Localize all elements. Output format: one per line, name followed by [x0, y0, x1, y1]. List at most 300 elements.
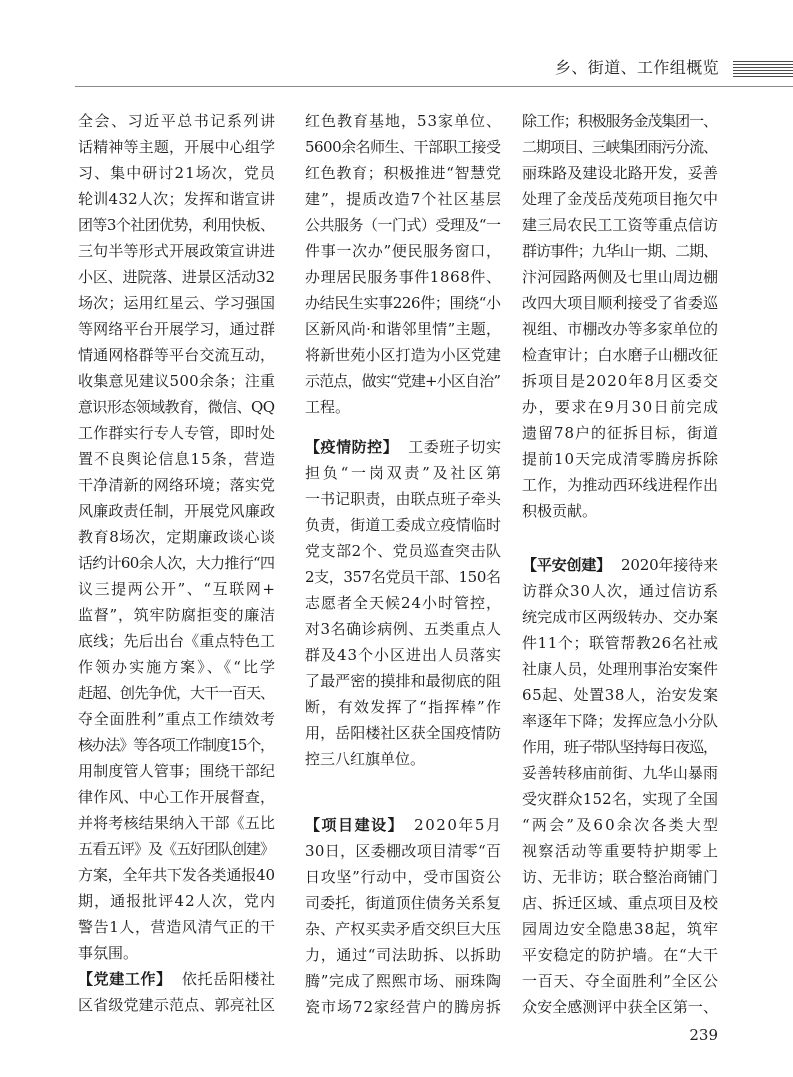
line-text: 积极贡献。 — [522, 502, 598, 520]
text-line — [305, 460, 504, 486]
line-text: 改四大项目顺利接受了省委巡 — [522, 294, 719, 312]
text-line-content — [305, 812, 503, 838]
text-line — [305, 134, 501, 160]
text-line — [78, 446, 275, 472]
line-text: 件11个；联管帮教26名社戒 — [522, 634, 719, 652]
text-line-content — [78, 992, 275, 1018]
text-line — [305, 616, 501, 642]
text-line — [522, 864, 718, 890]
text-line-content — [78, 342, 275, 368]
line-text: 工作，为推动西环线进程作出 — [522, 476, 719, 494]
section-paragraph — [78, 966, 275, 1018]
text-line — [78, 784, 275, 810]
line-text: 情通网格群等平台交流互动， — [78, 346, 276, 364]
text-line — [305, 994, 501, 1020]
text-line — [305, 890, 501, 916]
line-text: 拆项目是2020年8月区委交 — [522, 372, 720, 390]
line-text: 核办法》等各项工作制度15个， — [78, 736, 274, 754]
line-text: 办，要求在9月30日前完成 — [522, 398, 720, 416]
text-line-content — [305, 864, 502, 890]
section-heading: 【平安创建】 — [522, 556, 611, 574]
text-line — [78, 680, 275, 706]
text-line-content — [78, 654, 277, 680]
text-line — [305, 316, 501, 342]
line-text: 示范点，做实“党建+小区自治” — [305, 372, 501, 390]
text-line-content — [522, 604, 718, 630]
text-line — [78, 862, 275, 888]
text-line-content — [78, 576, 277, 602]
text-line-content — [522, 472, 718, 498]
text-line — [522, 630, 718, 656]
text-line-content — [522, 264, 718, 290]
text-line — [522, 552, 718, 578]
line-text: 力，通过“司法助拆、以拆助 — [305, 946, 502, 964]
text-line-content — [78, 446, 276, 472]
text-line-content — [522, 134, 717, 160]
text-line-content — [522, 942, 719, 968]
text-line-content — [522, 342, 718, 368]
text-line-content — [522, 864, 718, 890]
line-text: 群访事件；九华山一期、二期、 — [522, 242, 717, 260]
text-line — [305, 512, 501, 538]
text-line-content — [522, 368, 719, 394]
text-line — [78, 108, 275, 134]
text-line — [305, 720, 501, 746]
line-text: 公共服务（一门式）受理及“一 — [305, 216, 501, 234]
text-line-content — [78, 914, 276, 940]
line-text: 办理居民服务事件1868件、 — [305, 268, 502, 286]
text-line-content — [305, 434, 502, 460]
text-line — [78, 810, 275, 836]
text-line — [522, 342, 718, 368]
text-line — [78, 706, 275, 732]
line-text: 红色教育基地，53家单位、 — [305, 112, 502, 130]
text-line — [305, 486, 501, 512]
text-line — [522, 420, 718, 446]
text-line — [522, 290, 718, 316]
text-line — [78, 420, 275, 446]
text-line — [522, 238, 718, 264]
text-line — [78, 186, 275, 212]
text-line — [78, 628, 275, 654]
text-line-content — [305, 394, 350, 420]
text-line-content — [522, 316, 718, 342]
text-line-content — [305, 108, 502, 134]
line-text: 赶超、创先争优，大干一百天、 — [78, 684, 274, 702]
line-text: 控三八红旗单位。 — [305, 750, 426, 768]
text-line-content — [78, 108, 277, 134]
text-line — [305, 564, 501, 590]
line-text: 司委托，街道顶住债务关系复 — [305, 894, 502, 912]
text-line — [305, 434, 501, 460]
text-line — [78, 888, 275, 914]
line-text: 红色教育；积极推进“智慧党 — [305, 164, 502, 182]
line-text: 店、拆迁区域、重点项目及校 — [522, 894, 719, 912]
text-line — [78, 134, 275, 160]
text-line — [78, 914, 275, 940]
text-line-content — [522, 916, 719, 942]
text-line-content — [522, 186, 718, 212]
text-line-content — [522, 734, 717, 760]
text-line-content — [305, 460, 504, 486]
text-line-content — [78, 394, 274, 420]
text-line — [305, 968, 501, 994]
text-line — [305, 264, 501, 290]
text-line — [305, 812, 501, 838]
text-line-content — [522, 420, 719, 446]
text-line — [522, 656, 718, 682]
line-text: 视组、市棚改办等多家单位的 — [522, 320, 719, 338]
text-line-content — [78, 498, 275, 524]
text-line — [78, 264, 275, 290]
text-line — [78, 576, 275, 602]
line-text: 作用，班子带队坚持每日夜巡， — [522, 738, 717, 756]
text-line-content — [78, 680, 274, 706]
line-text: 众安全感测评中获全区第一、 — [522, 998, 719, 1016]
line-text: 处理了金茂岳茂苑项目拖欠中 — [522, 190, 719, 208]
text-line-content — [305, 264, 502, 290]
text-line-content — [522, 786, 718, 812]
text-line — [305, 108, 501, 134]
text-line-content — [305, 538, 502, 564]
line-text: 用，岳阳楼社区获全国疫情防 — [305, 724, 502, 742]
text-line — [522, 394, 718, 420]
line-text: 社康人员，处理刑事治安案件 — [522, 660, 719, 678]
line-text: 检查审计；白水磨子山棚改征 — [522, 346, 719, 364]
text-line — [78, 472, 275, 498]
text-line-content — [305, 186, 502, 212]
line-text: 全会、习近平总书记系列讲 — [78, 112, 277, 130]
line-text: 访、无非访；联合整治商铺门 — [522, 868, 719, 886]
text-line-content — [78, 550, 274, 576]
text-line-content — [522, 760, 718, 786]
text-line — [305, 864, 501, 890]
text-line-content — [522, 290, 718, 316]
line-text: 30日，区委棚改项目清零“百 — [305, 842, 502, 860]
line-text: 建三局农民工工资等重点信访 — [522, 216, 719, 234]
text-line — [522, 134, 718, 160]
line-text: 统完成市区两级转办、交办案 — [522, 608, 719, 626]
text-line-content — [78, 238, 275, 264]
text-line-content — [305, 838, 501, 864]
line-text: 干净清新的网络环境；落实党 — [78, 476, 276, 494]
line-text: 依托岳阳楼社 — [181, 970, 276, 988]
line-text: 群及43个小区进出人员落实 — [305, 646, 502, 664]
text-line-content — [522, 394, 719, 420]
text-line — [305, 642, 501, 668]
line-text: 对3名确诊病例、五类重点人 — [305, 620, 502, 638]
line-text: 平安稳定的防护墙。在“大干 — [522, 946, 719, 964]
text-line-content — [522, 994, 718, 1020]
text-line — [305, 290, 501, 316]
running-header-title: 乡、街道、工作组概览 — [555, 58, 720, 77]
line-text: 区新风尚·和谐邻里情”主题， — [305, 320, 502, 338]
text-line — [78, 498, 275, 524]
text-line-content — [78, 784, 275, 810]
text-line-content — [78, 316, 275, 342]
line-text: 杂、产权买卖矛盾交织巨大压 — [305, 920, 502, 938]
line-text: 访群众30人次，通过信访系 — [522, 582, 719, 600]
text-line-content — [305, 342, 501, 368]
text-line — [305, 186, 501, 212]
text-line — [78, 732, 275, 758]
text-line — [522, 734, 718, 760]
text-line — [522, 368, 718, 394]
line-text: 意识形态领域教育，微信、QQ — [78, 398, 275, 416]
text-line-content — [78, 966, 276, 992]
line-text: 并将考核结果纳入干部《五比 — [78, 814, 276, 832]
text-line — [78, 966, 275, 992]
text-line-content — [78, 212, 274, 238]
text-line-content — [522, 446, 719, 472]
line-text: 律作风、中心工作开展督查， — [78, 788, 276, 806]
text-line — [305, 394, 501, 420]
text-line-content — [522, 238, 717, 264]
text-line-content — [522, 108, 717, 134]
text-line-content — [522, 498, 597, 524]
line-text: 用制度管人管事；围绕干部纪 — [78, 762, 276, 780]
line-text: 园周边安全隐患38起，筑牢 — [522, 920, 719, 938]
section-heading: 【党建工作】 — [78, 970, 172, 988]
header-rule — [75, 86, 793, 87]
text-line — [522, 942, 718, 968]
line-text: 期，通报批评42人次，党内 — [78, 892, 277, 910]
section-heading: 【项目建设】 — [305, 816, 405, 834]
line-text: 监督”，筑牢防腐拒变的廉洁 — [78, 606, 276, 624]
text-line — [522, 708, 718, 734]
line-text: 话精神等主题，开展中心组学 — [78, 138, 276, 156]
text-line-content — [78, 706, 276, 732]
line-text: 警告1人，营造风清气正的干 — [78, 918, 276, 936]
line-text: 方案，全年共下发各类通报40 — [78, 866, 275, 884]
line-text: 2020年5月 — [414, 816, 503, 834]
text-line-content — [78, 290, 275, 316]
line-text: 习、集中研讨21场次，党员 — [78, 164, 277, 182]
text-line — [305, 838, 501, 864]
text-line — [522, 316, 718, 342]
line-text: 风廉政责任制，开展党风廉政 — [78, 502, 276, 520]
text-line-content — [522, 212, 718, 238]
text-line — [78, 290, 275, 316]
line-text: 底线；先后出台《重点特色工 — [78, 632, 276, 650]
line-text: 汴河园路两侧及七里山周边棚 — [522, 268, 719, 286]
text-line-content — [78, 264, 275, 290]
line-text: 议三提两公开”、“互联网+ — [78, 580, 277, 598]
text-line — [522, 186, 718, 212]
line-text: 建”，提质改造7个社区基层 — [305, 190, 503, 208]
line-text: 收集意见建议500余条；注重 — [78, 372, 276, 390]
line-text: “两会”及60余次各类大型 — [522, 816, 721, 834]
line-text: 提前10天完成清零腾房拆除 — [522, 450, 719, 468]
text-line — [305, 916, 501, 942]
paragraph — [305, 108, 501, 420]
text-column-1 — [78, 108, 278, 1018]
section-paragraph — [305, 812, 501, 1020]
text-line-content — [78, 160, 276, 186]
text-line — [78, 368, 275, 394]
text-line — [305, 212, 501, 238]
line-text: 事氛围。 — [78, 944, 139, 962]
text-line — [78, 342, 275, 368]
text-line — [78, 524, 275, 550]
text-line-content — [305, 616, 502, 642]
line-text: 遗留78户的征拆目标，街道 — [522, 424, 719, 442]
text-line-content — [522, 656, 718, 682]
line-text: 教育8场次，定期廉政谈心谈 — [78, 528, 276, 546]
line-text: 受灾群众152名，实现了全国 — [522, 790, 719, 808]
text-line — [522, 212, 718, 238]
text-line-content — [78, 628, 275, 654]
text-line — [522, 604, 718, 630]
text-line-content — [78, 368, 275, 394]
text-line-content — [78, 420, 275, 446]
line-text: 二期项目、三峡集团雨污分流、 — [522, 138, 717, 156]
text-line-content — [522, 708, 718, 734]
text-line-content — [305, 512, 501, 538]
text-line-content — [305, 160, 502, 186]
section-paragraph — [305, 434, 504, 772]
paragraph — [522, 108, 718, 524]
line-text: 65起、处置38人，治安发案 — [522, 686, 719, 704]
text-column-2 — [305, 108, 504, 1020]
line-text: 丽珠路及建设北路开发，妥善 — [522, 164, 719, 182]
text-line-content — [305, 564, 501, 590]
line-text: 了最严密的摸排和最彻底的阻 — [305, 672, 502, 690]
line-text: 工作群实行专人专管，即时处 — [78, 424, 276, 442]
text-line — [522, 472, 718, 498]
text-line-content — [522, 682, 719, 708]
text-line — [522, 760, 718, 786]
text-line — [78, 238, 275, 264]
text-line-content — [78, 524, 276, 550]
text-line — [522, 916, 718, 942]
line-text: 瓷市场72家经营户的腾房拆 — [305, 998, 502, 1016]
text-line — [78, 940, 275, 966]
text-column-3 — [522, 108, 721, 1020]
text-line-content — [305, 642, 502, 668]
text-line — [78, 602, 275, 628]
text-line-content — [78, 758, 275, 784]
line-text: 率逐年下降；发挥应急小分队 — [522, 712, 719, 730]
text-line-content — [522, 160, 718, 186]
text-line — [78, 316, 275, 342]
text-line — [78, 212, 275, 238]
text-line-content — [78, 134, 275, 160]
line-text: 团等3个社团优势，利用快板、 — [78, 216, 275, 234]
text-line — [305, 590, 501, 616]
line-text: 2020年接待来 — [620, 556, 718, 574]
text-line — [522, 108, 718, 134]
text-line — [522, 786, 718, 812]
text-line — [78, 550, 275, 576]
text-line — [522, 838, 718, 864]
line-text: 场次；运用红星云、学习强国 — [78, 294, 276, 312]
line-text: 话约计60余人次，大力推行“四 — [78, 554, 275, 572]
text-line-content — [78, 602, 276, 628]
text-line-content — [78, 186, 275, 212]
line-text: 作领办实施方案》、《“比学 — [78, 658, 278, 676]
text-line-content — [305, 942, 502, 968]
line-text: 担负“一岗双责”及社区第 — [305, 464, 504, 482]
text-line — [305, 668, 501, 694]
text-line-content — [78, 836, 274, 862]
line-text: 小区、进院落、进景区活动32 — [78, 268, 275, 286]
line-text: 置不良舆论信息15条，营造 — [78, 450, 277, 468]
line-text: 志愿者全天候24小时管控， — [305, 594, 502, 612]
line-text: 轮训432人次；发挥和谐宣讲 — [78, 190, 276, 208]
text-line — [305, 238, 501, 264]
text-line — [522, 578, 718, 604]
text-line — [522, 890, 718, 916]
text-line-content — [305, 368, 500, 394]
text-line-content — [522, 968, 719, 994]
text-line-content — [78, 472, 275, 498]
text-line — [78, 394, 275, 420]
text-line — [522, 446, 718, 472]
text-line — [522, 812, 721, 838]
text-line — [522, 264, 718, 290]
line-text: 视察活动等重要特护期零上 — [522, 842, 720, 860]
text-line-content — [522, 630, 719, 656]
section-heading: 【疫情防控】 — [305, 438, 399, 456]
line-text: 办结民生实事226件；围绕“小 — [305, 294, 501, 312]
text-line — [522, 160, 718, 186]
text-line-content — [305, 212, 501, 238]
text-line — [522, 498, 718, 524]
text-line-content — [305, 238, 502, 264]
line-text: 腾”完成了熙熙市场、丽珠陶 — [305, 972, 502, 990]
header-stripes-decoration — [733, 61, 793, 77]
text-line — [305, 538, 501, 564]
text-line — [522, 682, 718, 708]
line-text: 2支，357名党员干部、150名 — [305, 568, 501, 586]
line-text: 一百天、夺全面胜利”全区公 — [522, 972, 719, 990]
line-text: 一书记职责，由联点班子牵头 — [305, 490, 502, 508]
line-text: 工委班子切实 — [408, 438, 502, 456]
text-line-content — [305, 994, 502, 1020]
text-line-content — [305, 316, 501, 342]
page-number: 239 — [689, 1026, 718, 1044]
line-text: 除工作；积极服务金茂集团一、 — [522, 112, 717, 130]
text-line — [78, 160, 275, 186]
line-text: 区省级党建示范点、郭亮社区 — [78, 996, 276, 1014]
line-text: 工程。 — [305, 398, 351, 416]
line-text: 将新世苑小区打造为小区党建 — [305, 346, 502, 364]
line-text: 妥善转移庙前街、九华山暴雨 — [522, 764, 719, 782]
text-line-content — [305, 134, 500, 160]
text-line — [305, 342, 501, 368]
line-text: 三句半等形式开展政策宣讲进 — [78, 242, 276, 260]
text-line — [78, 654, 278, 680]
text-line-content — [522, 578, 719, 604]
line-text: 负责，街道工委成立疫情临时 — [305, 516, 502, 534]
text-line-content — [305, 694, 502, 720]
text-line — [522, 994, 718, 1020]
text-line-content — [78, 862, 275, 888]
text-line — [305, 942, 501, 968]
text-line-content — [305, 590, 502, 616]
text-line — [305, 746, 501, 772]
text-line — [522, 968, 718, 994]
text-line — [78, 836, 275, 862]
text-line-content — [305, 720, 501, 746]
text-line-content — [305, 668, 501, 694]
line-text: 断，有效发挥了“指挥棒”作 — [305, 698, 503, 716]
text-line-content — [522, 812, 720, 838]
line-text: 等网络平台开展学习，通过群 — [78, 320, 276, 338]
text-line-content — [305, 916, 501, 942]
text-line — [78, 992, 275, 1018]
